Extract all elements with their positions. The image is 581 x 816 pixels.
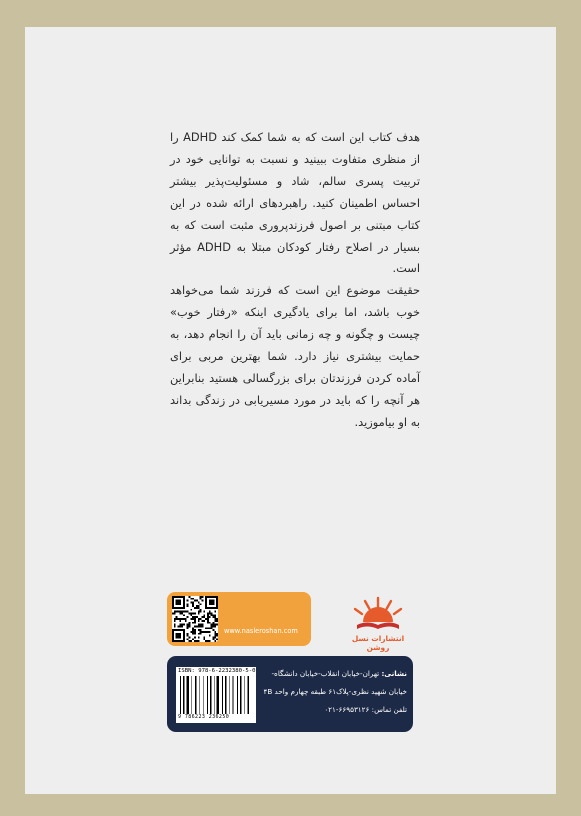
address-label: نشانی: (381, 669, 407, 678)
blurb-paragraph-1: هدف کتاب این است که به شما کمک کند ADHD را از منظری متفاوت ببینید و نسبت به توانایی خود در تربیت پسری سالم، شاد و مسئولیت‌پذیر بیشتر احساس اطمینان کنید. راهبردهای ارائه شده در این کتاب مبتنی بر اصول فرزندپروری مثبت است که به بسیار در اصلاح رفتار کودکان مبتلا به ADHD مؤثر است. (170, 130, 421, 276)
website-url: www.nasleroshan.com (224, 627, 298, 635)
barcode-icon (179, 676, 253, 714)
barcode-digits: 9 786223 236250 (178, 714, 230, 720)
isbn-number: ISBN: 978-6-2232380-5-0 (178, 668, 256, 674)
address-line-2: خیابان شهید نظری-پلاک۶۱ طبقه چهارم واحد ۴B (263, 687, 407, 696)
address-phone: تلفن تماس: ۶۶۹۵۳۱۲۶-۰۲۱ (324, 705, 407, 714)
address-line-1: تهران-خیابان انقلاب-خیابان دانشگاه- (271, 669, 380, 678)
qr-code-icon (172, 596, 218, 642)
blurb-paragraph-2: حقیقت موضوع این است که فرزند شما می‌خواهد خوب باشد، اما برای یادگیری اینکه «رفتار خوب» چیست و چگونه و چه زمانی باید آن را انجام دهد، به حمایت بیشتری نیاز دارد. شما بهترین مربی برای آماده کردن فرزندتان برای بزرگسالی هستید بنابراین هر آنچه را که باید در مورد مسیریابی در زندگی بداند به او بیاموزید. (170, 283, 420, 429)
qr-badge (167, 592, 311, 646)
publisher-name: انتشارات نسل روشن (351, 634, 405, 652)
blurb (170, 127, 420, 434)
isbn-barcode (176, 667, 256, 723)
publisher-address (262, 665, 407, 719)
publisher-info-box (167, 656, 413, 732)
